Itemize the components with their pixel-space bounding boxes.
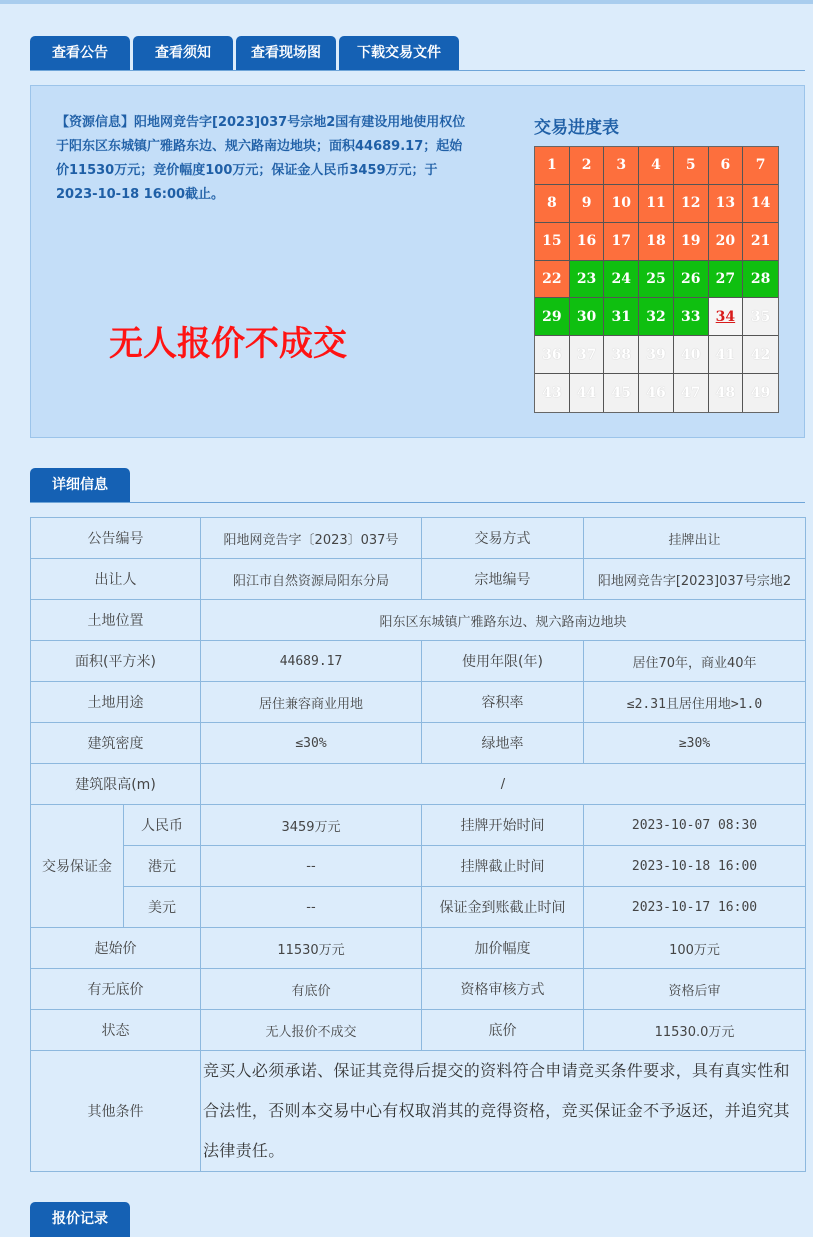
green-label: 绿地率 [422,723,584,764]
tab-divider [30,70,805,71]
progress-cell-33: 33 [674,298,709,336]
table-row [31,1010,806,1051]
tab-view-announcement[interactable]: 查看公告 [30,36,130,71]
progress-cell-15: 15 [535,223,570,261]
location-value: 阳东区东城镇广雅路东边、规六路南边地块 [201,600,806,641]
deposit-deadline-label: 保证金到账截止时间 [422,887,584,928]
far-value: ≤2.31且居住用地>1.0 [584,682,806,723]
progress-cell-39: 39 [639,336,674,374]
table-row [31,682,806,723]
density-label: 建筑密度 [31,723,201,764]
area-value: 44689.17 [201,641,422,682]
parcel-label: 宗地编号 [422,559,584,600]
progress-title: 交易进度表 [534,118,619,138]
review-label: 资格审核方式 [422,969,584,1010]
end-time-value: 2023-10-18 16:00 [584,846,806,887]
progress-cell-36: 36 [535,336,570,374]
progress-cell-45: 45 [604,374,639,412]
progress-cell-13: 13 [709,185,744,223]
table-row [31,805,806,846]
start-time-label: 挂牌开始时间 [422,805,584,846]
tab-view-notice[interactable]: 查看须知 [133,36,233,71]
progress-cell-26: 26 [674,261,709,299]
progress-cell-32: 32 [639,298,674,336]
progress-cell-30: 30 [570,298,605,336]
usd-label: 美元 [124,887,201,928]
progress-cell-43: 43 [535,374,570,412]
table-row [31,887,806,928]
usd-value: -- [201,887,422,928]
progress-cell-29: 29 [535,298,570,336]
progress-cell-47: 47 [674,374,709,412]
start-price-value: 11530万元 [201,928,422,969]
end-time-label: 挂牌截止时间 [422,846,584,887]
tab-view-site-map[interactable]: 查看现场图 [236,36,336,71]
progress-cell-9: 9 [570,185,605,223]
parcel-value: 阳地网竞告字[2023]037号宗地2 [584,559,806,600]
details-header[interactable]: 详细信息 [30,468,130,503]
progress-cell-2: 2 [570,147,605,185]
progress-cell-46: 46 [639,374,674,412]
progress-cell-37: 37 [570,336,605,374]
green-value: ≥30% [584,723,806,764]
progress-cell-40: 40 [674,336,709,374]
hkd-label: 港元 [124,846,201,887]
progress-cell-18: 18 [639,223,674,261]
seller-label: 出让人 [31,559,201,600]
progress-cell-25: 25 [639,261,674,299]
method-label: 交易方式 [422,518,584,559]
use-value: 居住兼容商业用地 [201,682,422,723]
progress-cell-42: 42 [743,336,778,374]
reserve-value: 11530.0万元 [584,1010,806,1051]
use-label: 土地用途 [31,682,201,723]
increment-label: 加价幅度 [422,928,584,969]
progress-grid [534,146,779,413]
records-header[interactable]: 报价记录 [30,1202,130,1237]
progress-cell-24: 24 [604,261,639,299]
height-value: / [201,764,806,805]
details-divider [30,502,805,503]
progress-cell-49: 49 [743,374,778,412]
table-row [31,559,806,600]
term-value: 居住70年，商业40年 [584,641,806,682]
progress-cell-1: 1 [535,147,570,185]
progress-cell-14: 14 [743,185,778,223]
review-value: 资格后审 [584,969,806,1010]
deposit-label: 交易保证金 [31,805,124,928]
far-label: 容积率 [422,682,584,723]
seller-value: 阳江市自然资源局阳东分局 [201,559,422,600]
progress-cell-3: 3 [604,147,639,185]
progress-cell-8: 8 [535,185,570,223]
method-value: 挂牌出让 [584,518,806,559]
progress-cell-35: 35 [743,298,778,336]
area-label: 面积(平方米) [31,641,201,682]
progress-cell-6: 6 [709,147,744,185]
progress-cell-34[interactable]: 34 [709,298,744,336]
state-value: 无人报价不成交 [201,1010,422,1051]
progress-cell-44: 44 [570,374,605,412]
tab-download-files[interactable]: 下载交易文件 [339,36,459,71]
table-row [31,764,806,805]
table-row [31,928,806,969]
table-row [31,723,806,764]
progress-cell-20: 20 [709,223,744,261]
progress-cell-10: 10 [604,185,639,223]
table-row [31,518,806,559]
reserve-label: 底价 [422,1010,584,1051]
details-table [30,517,806,1172]
state-label: 状态 [31,1010,201,1051]
table-row [31,641,806,682]
table-row [31,1051,806,1172]
table-row [31,969,806,1010]
progress-cell-4: 4 [639,147,674,185]
tab-bar [30,36,459,71]
ann-no-label: 公告编号 [31,518,201,559]
table-row [31,600,806,641]
increment-value: 100万元 [584,928,806,969]
reserve-flag-label: 有无底价 [31,969,201,1010]
resource-panel [30,85,805,438]
start-price-label: 起始价 [31,928,201,969]
ann-no-value: 阳地网竞告字〔2023〕037号 [201,518,422,559]
progress-cell-31: 31 [604,298,639,336]
status-banner: 无人报价不成交 [109,324,347,364]
start-time-value: 2023-10-07 08:30 [584,805,806,846]
progress-cell-38: 38 [604,336,639,374]
progress-cell-7: 7 [743,147,778,185]
height-label: 建筑限高(m) [31,764,201,805]
progress-cell-22: 22 [535,261,570,299]
rmb-label: 人民币 [124,805,201,846]
rmb-value: 3459万元 [201,805,422,846]
deposit-deadline-value: 2023-10-17 16:00 [584,887,806,928]
progress-cell-27: 27 [709,261,744,299]
progress-cell-5: 5 [674,147,709,185]
progress-cell-11: 11 [639,185,674,223]
other-value: 竞买人必须承诺、保证其竞得后提交的资料符合申请竞买条件要求，具有真实性和合法性，否则本交易中心有权取消其的竞得资格，竞买保证金不予返还，并追究其法律责任。 [201,1051,806,1172]
progress-cell-12: 12 [674,185,709,223]
progress-cell-17: 17 [604,223,639,261]
progress-cell-41: 41 [709,336,744,374]
reserve-flag-value: 有底价 [201,969,422,1010]
progress-cell-21: 21 [743,223,778,261]
resource-info: 【资源信息】阳地网竞告字[2023]037号宗地2国有建设用地使用权位于阳东区东城镇广雅路东边、规六路南边地块；面积44689.17；起始价11530万元；竞价幅度100万元；保证金人民币3459万元；于2023-10-18 16:00截止。 [56,115,466,202]
location-label: 土地位置 [31,600,201,641]
progress-cell-19: 19 [674,223,709,261]
progress-cell-23: 23 [570,261,605,299]
table-row [31,846,806,887]
term-label: 使用年限(年) [422,641,584,682]
progress-cell-16: 16 [570,223,605,261]
density-value: ≤30% [201,723,422,764]
progress-cell-48: 48 [709,374,744,412]
hkd-value: -- [201,846,422,887]
top-border [0,0,813,4]
other-label: 其他条件 [31,1051,201,1172]
progress-cell-28: 28 [743,261,778,299]
